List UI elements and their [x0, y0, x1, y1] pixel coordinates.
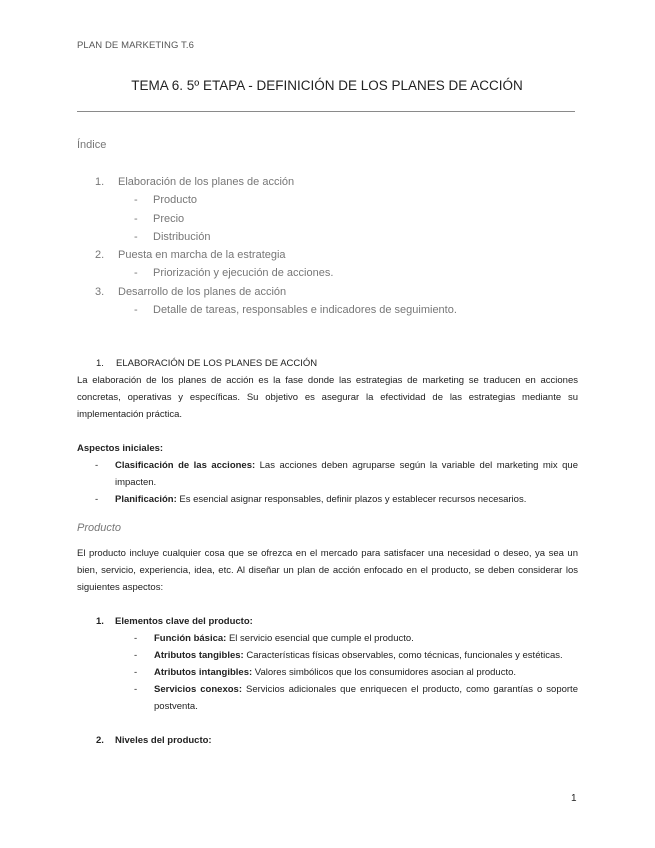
page-title: TEMA 6. 5º ETAPA - DEFINICIÓN DE LOS PLANES DE ACCIÓN: [131, 78, 523, 93]
bullet-text: Las acciones deben agruparse según la variable del marketing mix que impacten.: [115, 460, 578, 488]
list-number: 2.: [96, 735, 104, 746]
bullet-text: Valores simbólicos que los consumidores asocian al producto.: [252, 667, 517, 678]
toc-item-number: 2.: [95, 249, 105, 262]
toc-subitem-label: Priorización y ejecución de acciones.: [153, 267, 334, 280]
bullet-item: [77, 457, 578, 491]
numbered-heading: [77, 732, 578, 749]
toc-subitem: [77, 264, 577, 282]
list-number: 1.: [96, 616, 104, 627]
bullet-term: Atributos intangibles:: [154, 667, 253, 678]
sub-bullet-item: [77, 681, 578, 715]
toc-item-number: 1.: [95, 176, 105, 188]
toc-dash: -: [134, 212, 138, 225]
section-heading-text: ELABORACIÓN DE LOS PLANES DE ACCIÓN: [116, 358, 318, 369]
numbered-heading: [77, 613, 578, 630]
section-number: 1.: [96, 358, 104, 369]
toc-item: [77, 173, 577, 191]
bullet-dash: -: [95, 494, 99, 505]
bullet-item: [77, 491, 578, 508]
page-number: 1: [571, 793, 577, 804]
toc-dash: -: [134, 267, 138, 280]
bullet-dash: -: [134, 650, 138, 661]
toc-item-label: Elaboración de los planes de acción: [118, 176, 295, 188]
toc-item: [77, 246, 577, 264]
product-paragraph: El producto incluye cualquier cosa que se ofrezca en el mercado para satisfacer una necesidad o deseo, ya sea un bien, servicio, experiencia, idea, etc. Al diseñar un plan de acción enfocado en el producto, se deben considerar los siguientes aspectos:: [77, 548, 578, 593]
bullet-dash: -: [134, 684, 138, 695]
bullet-text: El servicio esencial que cumple el producto.: [226, 633, 414, 644]
spacer: [77, 537, 578, 545]
sub-bullet-item: [77, 647, 578, 664]
bullet-term: Servicios conexos:: [154, 684, 242, 695]
bullet-dash: -: [95, 460, 99, 471]
toc-subitem-label: Producto: [153, 194, 198, 207]
numbered-heading-text: Niveles del producto:: [115, 735, 212, 746]
bullet-term: Atributos tangibles:: [154, 650, 244, 661]
toc-subitem: [77, 191, 577, 209]
toc-item-label: Puesta en marcha de la estrategia: [118, 249, 286, 262]
toc-subitem-label: Detalle de tareas, responsables e indicadores de seguimiento.: [153, 304, 457, 317]
toc-dash: -: [134, 304, 138, 317]
index-heading: Índice: [77, 139, 107, 151]
aspects-heading: Aspectos iniciales:: [77, 443, 164, 454]
sub-bullet-item: [77, 630, 578, 647]
section-body: [77, 355, 578, 749]
toc-item-number: 3.: [95, 285, 105, 298]
toc-dash: -: [134, 194, 138, 207]
bullet-text: Es esencial asignar responsables, definir plazos y establecer recursos necesarios.: [176, 494, 527, 505]
toc-item: [77, 283, 577, 301]
section-heading: [77, 355, 578, 372]
toc-subitem: [77, 301, 577, 319]
toc-subitem: [77, 210, 577, 228]
bullet-term: Función básica:: [154, 633, 227, 644]
product-heading: Producto: [77, 522, 122, 534]
spacer: [77, 508, 578, 520]
spacer: [77, 596, 578, 613]
toc-subitem-label: Distribución: [153, 230, 211, 243]
numbered-heading-text: Elementos clave del producto:: [115, 616, 253, 627]
bullet-dash: -: [134, 667, 138, 678]
intro-paragraph: La elaboración de los planes de acción es la fase donde las estrategias de marketing se traducen en acciones concretas, operativas y específicas. Su objetivo es asegurar la efectividad de las estrategias mediante su implementación práctica.: [77, 375, 578, 420]
toc-subitem-label: Precio: [153, 212, 185, 225]
toc-item-label: Desarrollo de los planes de acción: [118, 285, 287, 298]
bullet-term: Planificación:: [115, 494, 177, 505]
table-of-contents: [77, 173, 577, 319]
toc-dash: -: [134, 230, 138, 243]
running-header: PLAN DE MARKETING T.6: [77, 40, 195, 51]
bullet-text: Características físicas observables, como técnicas, funcionales y estéticas.: [243, 650, 563, 661]
spacer: [77, 715, 578, 732]
title-divider: [77, 111, 575, 112]
sub-bullet-item: [77, 664, 578, 681]
toc-subitem: [77, 228, 577, 246]
bullet-term: Clasificación de las acciones:: [115, 460, 256, 471]
bullet-dash: -: [134, 633, 138, 644]
bullet-text: Servicios adicionales que enriquecen el producto, como garantías o soporte postventa.: [154, 684, 578, 712]
spacer: [77, 423, 578, 440]
